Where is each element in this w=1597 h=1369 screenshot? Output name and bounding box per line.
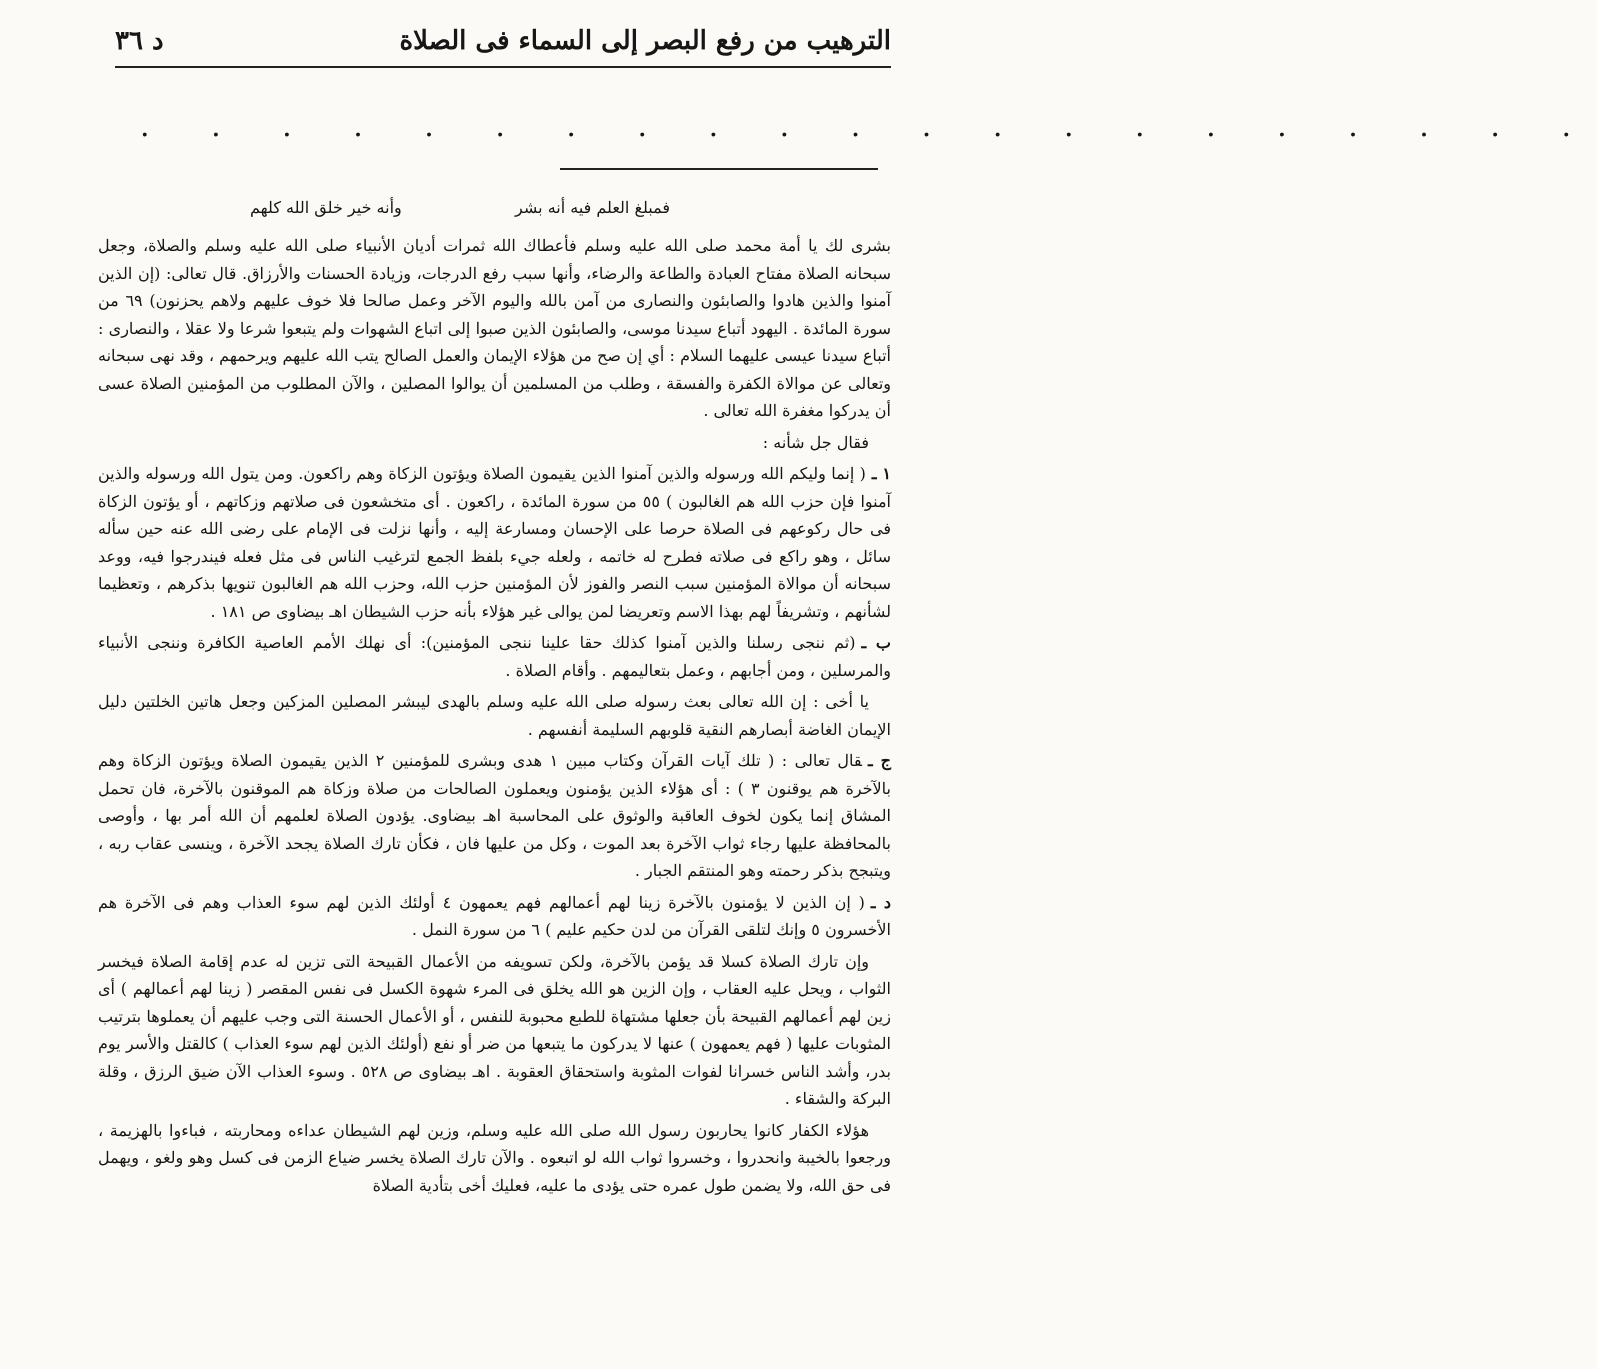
list-item	[98, 889, 891, 944]
list-item	[98, 629, 891, 684]
item-marker: ١ ـ	[871, 464, 892, 483]
verse-hemistich-2: وأنه خير خلق الله كلهم	[250, 198, 402, 217]
page-number: د ٣٦	[115, 26, 164, 56]
item-marker: ب ـ	[861, 633, 891, 652]
item-text: ( إن الذين لا يؤمنون بالآخرة زينا لهم أعمالهم فهم يعمهون ٤ أولئك الذين لهم سوء العذاب وهم فى الآخرة هم الأخسرون ٥ وإنك لتلقى القرآن من لدن حكيم عليم ) ٦ من سورة النمل .	[98, 892, 891, 939]
running-title: الترهيب من رفع البصر إلى السماء فى الصلاة	[399, 26, 891, 56]
paragraph: بشرى لك يا أمة محمد صلى الله عليه وسلم فأعطاك الله ثمرات أديان الأنبياء صلى الله عليه وسلم والصلاة، وجعل سبحانه الصلاة مفتاح العبادة والطاعة والرضاء، وأنها سبب رفع الدرجات، وزيادة الحسنات والأرزاق. قال تعالى: (إن الذين آمنوا والذين هادوا والصابئون والنصارى من آمن بالله واليوم الآخر وعمل صالحا فلا خوف عليهم ولاهم يحزنون) ٦٩ من سورة المائدة . اليهود أتباع سيدنا موسى، والصابئون الذين صبوا إلى اتباع الشهوات ولم يتبعوا شرعا ولا عقلا ، والنصارى : أتباع سيدنا عيسى عليهما السلام : أي إن صح من هؤلاء الإيمان والعمل الصالح يتب الله عليهم ويرحمهم ، وقد نهى سبحانه وتعالى عن موالاة الكفرة والفسقة ، وطلب من المسلمين أن يوالوا المصلين ، والآن المطلوب من المؤمنين الصلاة عسى أن يدركوا مغفرة الله تعالى .	[98, 236, 892, 420]
list-item	[98, 460, 891, 625]
item-marker: ج ـ	[868, 751, 891, 770]
paragraph: هؤلاء الكفار كانوا يحاربون رسول الله صلى الله عليه وسلم، وزين لهم الشيطان عداءه ومحاربته ، فباءوا بالهزيمة ، ورجعوا بالخيبة وانحدروا ، وخسروا ثواب الله لو اتبعوه . والآن تارك الصلاة يخسر ضياع الزمن فى كسل وهو ولغو ، ويهمل فى حق الله، ولا يضمن طول عمره حتى يؤدى ما عليه، فعليك أخى بتأدية الصلاة	[98, 1120, 891, 1195]
item-text: (ثم ننجى رسلنا والذين آمنوا كذلك حقا علينا ننجى المؤمنين): أى نهلك الأمم العاصية الكافرة وننجى الأنبياء والمرسلين ، ومن أجابهم ، وعمل بتعاليمهم . وأقام الصلاة .	[98, 633, 891, 680]
poetry-verse	[250, 198, 670, 226]
paragraph: فقال جل شأنه :	[762, 432, 869, 452]
paragraph: يا أخى : إن الله تعالى بعث رسوله صلى الله عليه وسلم بالهدى ليبشر المصلين المزكين وجعل هاتين الخلتين دليل الإيمان الغاضة أبصارهم النقية قلوبهم السليمة أنفسهم .	[98, 692, 891, 739]
item-text: قال تعالى : ( تلك آيات القرآن وكتاب مبين ١ هدى وبشرى للمؤمنين ٢ الذين يقيمون الصلاة ويؤتون الزكاة وهم بالآخرة هم يوقنون ٣ ) : أى هؤلاء الذين يؤمنون ويعملون الصالحات من صلاة وزكاة هم الموقنون بالآخرة، فان تحمل المشاق إنما يكون لخوف العاقبة والوثوق على المحاسبة اهـ بيضاوى. يؤدون الصلاة لعلمهم أن الله أمر بها ، وأوصى بالمحافظة عليها رجاء ثواب الآخرة بعد الموت ، وكل من عليها فان ، فكأن تارك الصلاة يجحد الآخرة ، وينسى عقاب ربه ، ويتبجح بذكر رحمته وهو المنتقم الجبار .	[98, 751, 892, 880]
paragraph: وإن تارك الصلاة كسلا قد يؤمن بالآخرة، ولكن تسويفه من الأعمال القبيحة التى تزين له عدم إقامة الصلاة فيخسر الثواب ، ويحل عليه العقاب ، وإن الزين هو الله يخلق فى المرء شهوة الكسل فى نفس المقصر ( زينا لهم أعمالهم ) أى زين لهم أعمالهم القبيحة بأن جعلها مشتهاة للطبع محبوبة للنفس ، أو الأعمال الحسنة التى وجب عليهم أن يعملوها بترتيب المثوبات عليها ( فهم يعمهون ) عنها لا يدركون ما يتبعها من ضر أو نفع (أولئك الذين لهم سوء العذاب ) كالقتل والأسر يوم بدر، وأشد الناس خسرانا لفوات المثوبة واستحقاق العقوبة . اهـ بيضاوى ص ٥٢٨ . وسوء العذاب الآن ضيق الرزق ، وقلة البركة والشقاء .	[98, 951, 891, 1108]
page-header	[115, 22, 891, 68]
ornament-dots: . . . . . . . . . . . . . . . . . . . . .	[140, 109, 1597, 144]
body-text	[98, 232, 891, 1203]
separator-rule	[560, 168, 878, 170]
item-text: ( إنما وليكم الله ورسوله والذين آمنوا الذين يقيمون الصلاة ويؤتون الزكاة وهم راكعون. ومن يتول الله ورسوله والذين آمنوا فإن حزب الله هم الغالبون ) ٥٥ من سورة المائدة ، راكعون . أى متخشعون فى صلاتهم وزكاتهم ، أو يؤتون الزكاة فى حال ركوعهم فى الصلاة حرصا على الإحسان ومسارعة إليه ، وأنها نزلت فى الإمام على رضى الله عنه حين سأله سائل ، وهو راكع فى صلاته فطرح له خاتمه ، ولعله جيء بلفظ الجمع لترغيب الناس فى مثل فعله فيندرجوا فيه، ووعد سبحانه أن موالاة المؤمنين سبب النصر والفوز لأن المؤمنين حزب الله، وحزب الله هم الغالبون تنويها بذكرهم ، وتعظيما لشأنهم ، وتشريفاً لهم بهذا الاسم وتعريضا لمن يوالى غير هؤلاء بأنه حزب الشيطان اهـ بيضاوى ص ١٨١ .	[98, 464, 892, 621]
verse-hemistich-1: فمبلغ العلم فيه أنه بشر	[515, 198, 670, 217]
item-marker: د ـ	[870, 892, 892, 912]
list-item	[98, 747, 891, 885]
